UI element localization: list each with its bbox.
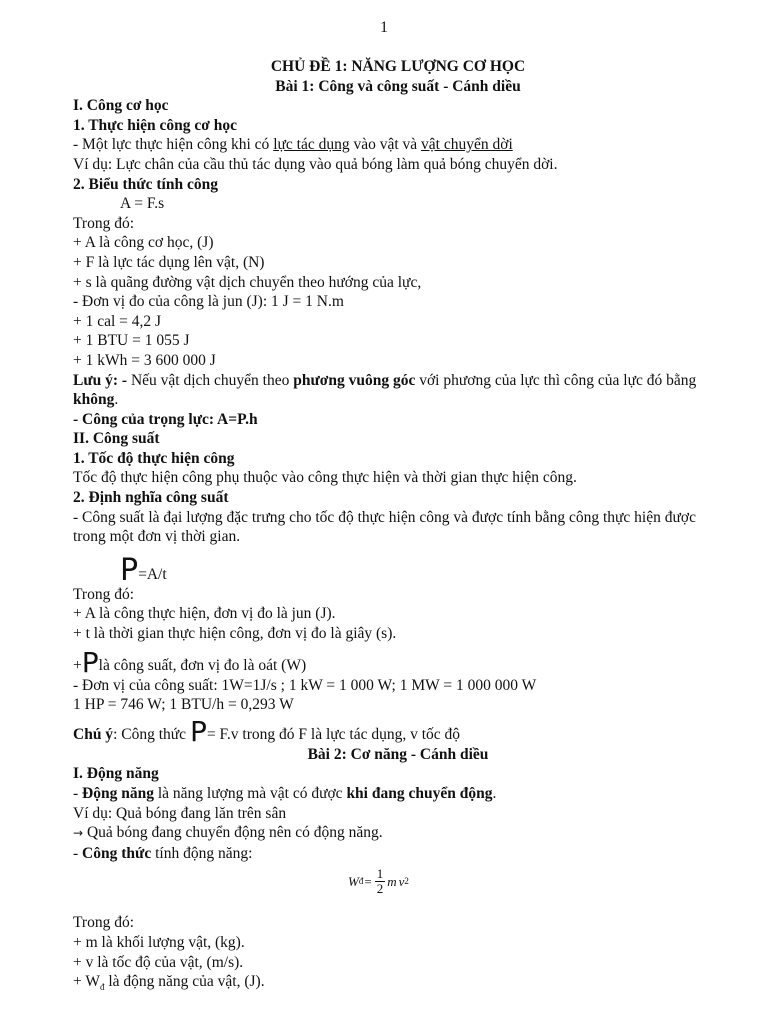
- page-number: 1: [380, 19, 388, 36]
- note-label: Lưu ý: -: [73, 371, 128, 389]
- conversion-kwh: + 1 kWh = 3 600 000 J: [73, 351, 216, 369]
- power-units-line2: 1 HP = 746 W; 1 BTU/h = 0,293 W: [73, 696, 294, 714]
- kin-formula-bold: Công thức: [82, 844, 152, 862]
- kinetic-formula-expression: [348, 867, 409, 896]
- power-symbol: P: [120, 552, 139, 588]
- conversion-cal: + 1 cal = 4,2 J: [73, 312, 162, 330]
- section3-heading: I. Động năng: [73, 765, 159, 783]
- kinetic-example: Ví dụ: Quả bóng đang lăn trên sân: [73, 804, 287, 822]
- note-text-a: Nếu vật dịch chuyển theo: [127, 371, 294, 389]
- section1-subheading2: 2. Biểu thức tính công: [73, 175, 218, 193]
- def-power-rest: là công suất, đơn vị đo là oát (W): [98, 657, 307, 675]
- wd-m: m: [387, 874, 397, 890]
- kin-term: Động năng: [82, 785, 154, 802]
- wd-superscript: 2: [404, 876, 409, 887]
- work-formula: A = F.s: [120, 195, 165, 213]
- work-rate-line: Tốc độ thực hiện công phụ thuộc vào công thực hiện và thời gian thực hiện công.: [73, 469, 577, 487]
- kin-result-text: Quả bóng đang chuyển động nên có động năng.: [83, 824, 383, 842]
- def-work-A: + A là công cơ học, (J): [73, 234, 214, 252]
- power-formula: [73, 547, 723, 588]
- def-kinetic-W: [73, 972, 723, 998]
- kinetic-formula-label: [73, 844, 723, 864]
- where-label-2: Trong đó:: [73, 585, 135, 603]
- chu-y-text-a: : Công thức: [113, 726, 187, 744]
- section2-heading: II. Công suất: [73, 430, 160, 448]
- def3-W-prefix: + W: [73, 973, 100, 991]
- kin-mid: là năng lượng mà vật có được: [153, 785, 347, 802]
- section2-subheading2: 2. Định nghĩa công suất: [73, 489, 229, 507]
- wd-denominator: 2: [376, 881, 384, 897]
- arrow-right-icon: →: [73, 826, 84, 841]
- def-power-P: [73, 644, 723, 679]
- note-text-c: .: [114, 391, 119, 409]
- power-formula-rest: =A/t: [138, 566, 167, 584]
- kinetic-result: [73, 823, 723, 844]
- document-content: [73, 57, 723, 998]
- gravity-work-line: - Công của trọng lực: A=P.h: [73, 410, 258, 428]
- wd-numerator: 1: [376, 866, 384, 882]
- power-units-line1: - Đơn vị của công suất: 1W=1J/s ; 1 kW = 1 000 W; 1 MW = 1 000 000 W: [73, 676, 537, 694]
- where-label-1: Trong đó:: [73, 214, 135, 232]
- wd-W: W: [348, 874, 359, 890]
- work-condition-text-b: vào vật và: [349, 136, 422, 154]
- power-definition: - Công suất là đại lượng đặc trưng cho tốc độ thực hiện công và được tính bằng công thực hiện được trong một đơn vị thời gian.: [73, 508, 696, 546]
- where-label-3: Trong đó:: [73, 914, 135, 932]
- kin-formula-rest: tính động năng:: [151, 844, 253, 862]
- note-perpendicular: phương vuông góc: [293, 371, 416, 389]
- def3-W-sub: đ: [99, 982, 105, 993]
- work-condition-text-a: - Một lực thực hiện công khi có: [73, 136, 274, 154]
- kin-dash: -: [73, 785, 83, 802]
- power-symbol-3: P: [190, 714, 207, 748]
- wd-equals: =: [364, 874, 372, 890]
- power-symbol-2: P: [81, 645, 99, 679]
- section1-subheading1: 1. Thực hiện công cơ học: [73, 116, 237, 134]
- section1-heading: I. Công cơ học: [73, 97, 169, 115]
- kinetic-formula: [73, 863, 723, 913]
- def-mass-m: + m là khối lượng vật, (kg).: [73, 933, 245, 951]
- def3-W-rest: là động năng của vật, (J).: [104, 973, 265, 991]
- lesson1-title: Bài 1: Công và công suất - Cánh diều: [275, 77, 521, 95]
- def-force-F: + F là lực tác dụng lên vật, (N): [73, 253, 265, 271]
- work-condition-line: [73, 135, 723, 155]
- work-example: Ví dụ: Lực chân của cầu thủ tác dụng vào quả bóng làm quả bóng chuyển dời.: [73, 155, 558, 173]
- wd-fraction: [375, 867, 386, 896]
- work-unit-line: - Đơn vị đo của công là jun (J): 1 J = 1 N.m: [73, 293, 344, 311]
- chu-y-text-b: = F.v trong đó F là lực tác dụng, v tốc độ: [206, 726, 461, 744]
- perpendicular-note: [73, 371, 723, 410]
- lesson2-title: Bài 2: Cơ năng - Cánh diều: [307, 745, 489, 763]
- def-time-t: + t là thời gian thực hiện công, đơn vị đo là giây (s).: [73, 625, 397, 643]
- conversion-btu: + 1 BTU = 1 055 J: [73, 332, 190, 350]
- def-work-A-2: + A là công thực hiện, đơn vị đo là jun (J).: [73, 605, 336, 623]
- note-text-b: với phương của lực thì công của lực đó bằng: [415, 371, 697, 389]
- chu-y-label: Chú ý: [73, 726, 114, 744]
- section2-subheading1: 1. Tốc độ thực hiện công: [73, 449, 235, 467]
- wd-v: v: [398, 874, 405, 890]
- def-speed-v: + v là tốc độ của vật, (m/s).: [73, 953, 244, 971]
- kin-end: .: [492, 785, 497, 802]
- note-zero: không: [73, 391, 115, 409]
- work-condition-force: lực tác dụng: [273, 136, 350, 154]
- kinetic-definition: [73, 784, 723, 804]
- topic-title: CHỦ ĐỀ 1: NĂNG LƯỢNG CƠ HỌC: [270, 58, 526, 75]
- def-power-prefix: +: [73, 657, 82, 675]
- kin-formula-dash: -: [73, 844, 83, 862]
- power-note: [73, 714, 723, 748]
- kin-moving: khi đang chuyển động: [346, 785, 493, 802]
- def-distance-s: + s là quãng đường vật dịch chuyển theo hướng của lực,: [73, 273, 422, 291]
- work-condition-displacement: vật chuyển dời: [421, 136, 513, 154]
- wd-subscript: đ: [358, 876, 364, 887]
